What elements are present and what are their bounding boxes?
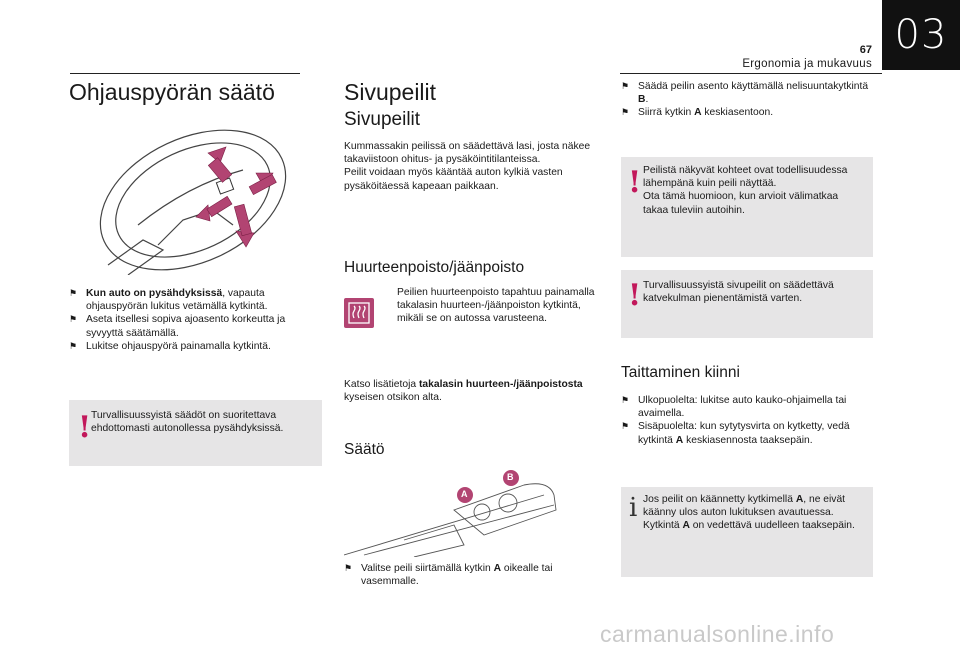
info-text: Jos peilit on käännetty kytkimellä A, ne eivät käänny ulos auton lukituksen avautuessa. Kytkintä A on vedettävä uudelleen taaksepäin. xyxy=(643,494,855,532)
fold-heading: Taittaminen kiinni xyxy=(621,364,740,381)
header-rule-right xyxy=(620,73,882,74)
warning-icon: ! xyxy=(78,410,92,445)
list-item: ⚑ Siirrä kytkin A keskiasentoon. xyxy=(621,107,774,119)
list-item: ⚑ Valitse peili siirtämällä kytkin A oikealle tai vasemmalle. xyxy=(344,563,553,588)
mirror-switch-illustration xyxy=(344,465,559,557)
chapter-title: Ergonomia ja mukavuus xyxy=(742,58,872,70)
defrost-text: Peilien huurteenpoisto tapahtuu painamalla takalasin huurteen-/jäänpoiston kytkintä, mikäli se on autossa varusteena. xyxy=(397,287,595,325)
list-item: ⚑ Ulkopuolelta: lukitse auto kauko-ohjaimella tai avaimella. xyxy=(621,395,847,420)
adjust-bullets xyxy=(344,562,584,588)
blindspot-warning-box xyxy=(621,270,873,338)
adjust-heading: Säätö xyxy=(344,441,385,458)
mirror-warning-box xyxy=(621,157,873,257)
flag-icon: ⚑ xyxy=(69,288,78,298)
defrost-reference: Katso lisätietoja takalasin huurteen-/jäänpoistosta kyseisen otsikon alta. xyxy=(344,379,583,404)
info-icon: i xyxy=(629,493,638,523)
fold-bullets xyxy=(621,394,866,447)
mirror-warning-text: Peilistä näkyvät kohteet ovat todellisuudessa lähempänä kuin peili näyttää. Ota tämä huomioon, kun arvioit välimatkaa takaa tuleviin autoihin. xyxy=(643,165,848,216)
flag-icon: ⚑ xyxy=(621,107,630,118)
mirrors-intro: Kummassakin peilissä on säädettävä lasi, josta näkee takaviistoon ohitus- ja pysäköintitilanteissa. Peilit voidaan myös kääntää auton kylkiä vasten pysäköitäessä kapeaan paikkaan. xyxy=(344,141,591,192)
page-number: 67 xyxy=(859,44,872,56)
list-item: ⚑ Kun auto on pysähdyksissä, vapauta ohjauspyörän lukitus vetämällä kytkintä. xyxy=(69,288,268,313)
list-item: ⚑ Sisäpuolelta: kun sytytysvirta on kytketty, vedä kytkintä A keskiasennosta taaksepäin. xyxy=(621,421,850,446)
defrost-heading: Huurteenpoisto/jäänpoisto xyxy=(344,259,525,276)
info-box xyxy=(621,487,873,577)
flag-icon: ⚑ xyxy=(621,81,630,91)
warning-icon: ! xyxy=(628,165,642,200)
list-item: ⚑ Säädä peilin asento käyttämällä nelisuuntakytkintä B. xyxy=(621,81,869,106)
steering-warning-text: Turvallisuussyistä säädöt on suoritettava ehdottomasti autonollessa pysähdyksissä. xyxy=(91,410,284,435)
defrost-button-icon xyxy=(344,298,374,328)
blindspot-warning-text: Turvallisuussyistä sivupeilit on säädettävä katvekulman pienentämistä varten. xyxy=(643,280,834,305)
list-item: ⚑ Lukitse ohjauspyörä painamalla kytkintä. xyxy=(69,340,271,352)
steering-wheel-illustration xyxy=(68,125,322,275)
steering-bullets xyxy=(69,287,309,353)
mirrors-subtitle: Sivupeilit xyxy=(344,109,421,130)
list-item: ⚑ Aseta itsellesi sopiva ajoasento korkeutta ja syvyyttä säätämällä. xyxy=(69,314,286,339)
label-b: B xyxy=(507,472,514,482)
flag-icon: ⚑ xyxy=(69,340,78,351)
flag-icon: ⚑ xyxy=(621,421,630,432)
mirrors-title: Sivupeilit xyxy=(344,79,437,105)
watermark: carmanualsonline.info xyxy=(600,621,835,647)
flag-icon: ⚑ xyxy=(344,563,353,573)
header-rule-left xyxy=(70,73,300,74)
warning-icon: ! xyxy=(628,278,642,313)
steering-warning-box xyxy=(69,400,322,466)
flag-icon: ⚑ xyxy=(621,395,630,405)
flag-icon: ⚑ xyxy=(69,314,78,325)
steering-title: Ohjauspyörän säätö xyxy=(69,79,275,105)
label-a: A xyxy=(461,489,468,499)
chapter-tab: 03 xyxy=(882,0,960,70)
adjust-bullets-cont xyxy=(621,80,871,120)
